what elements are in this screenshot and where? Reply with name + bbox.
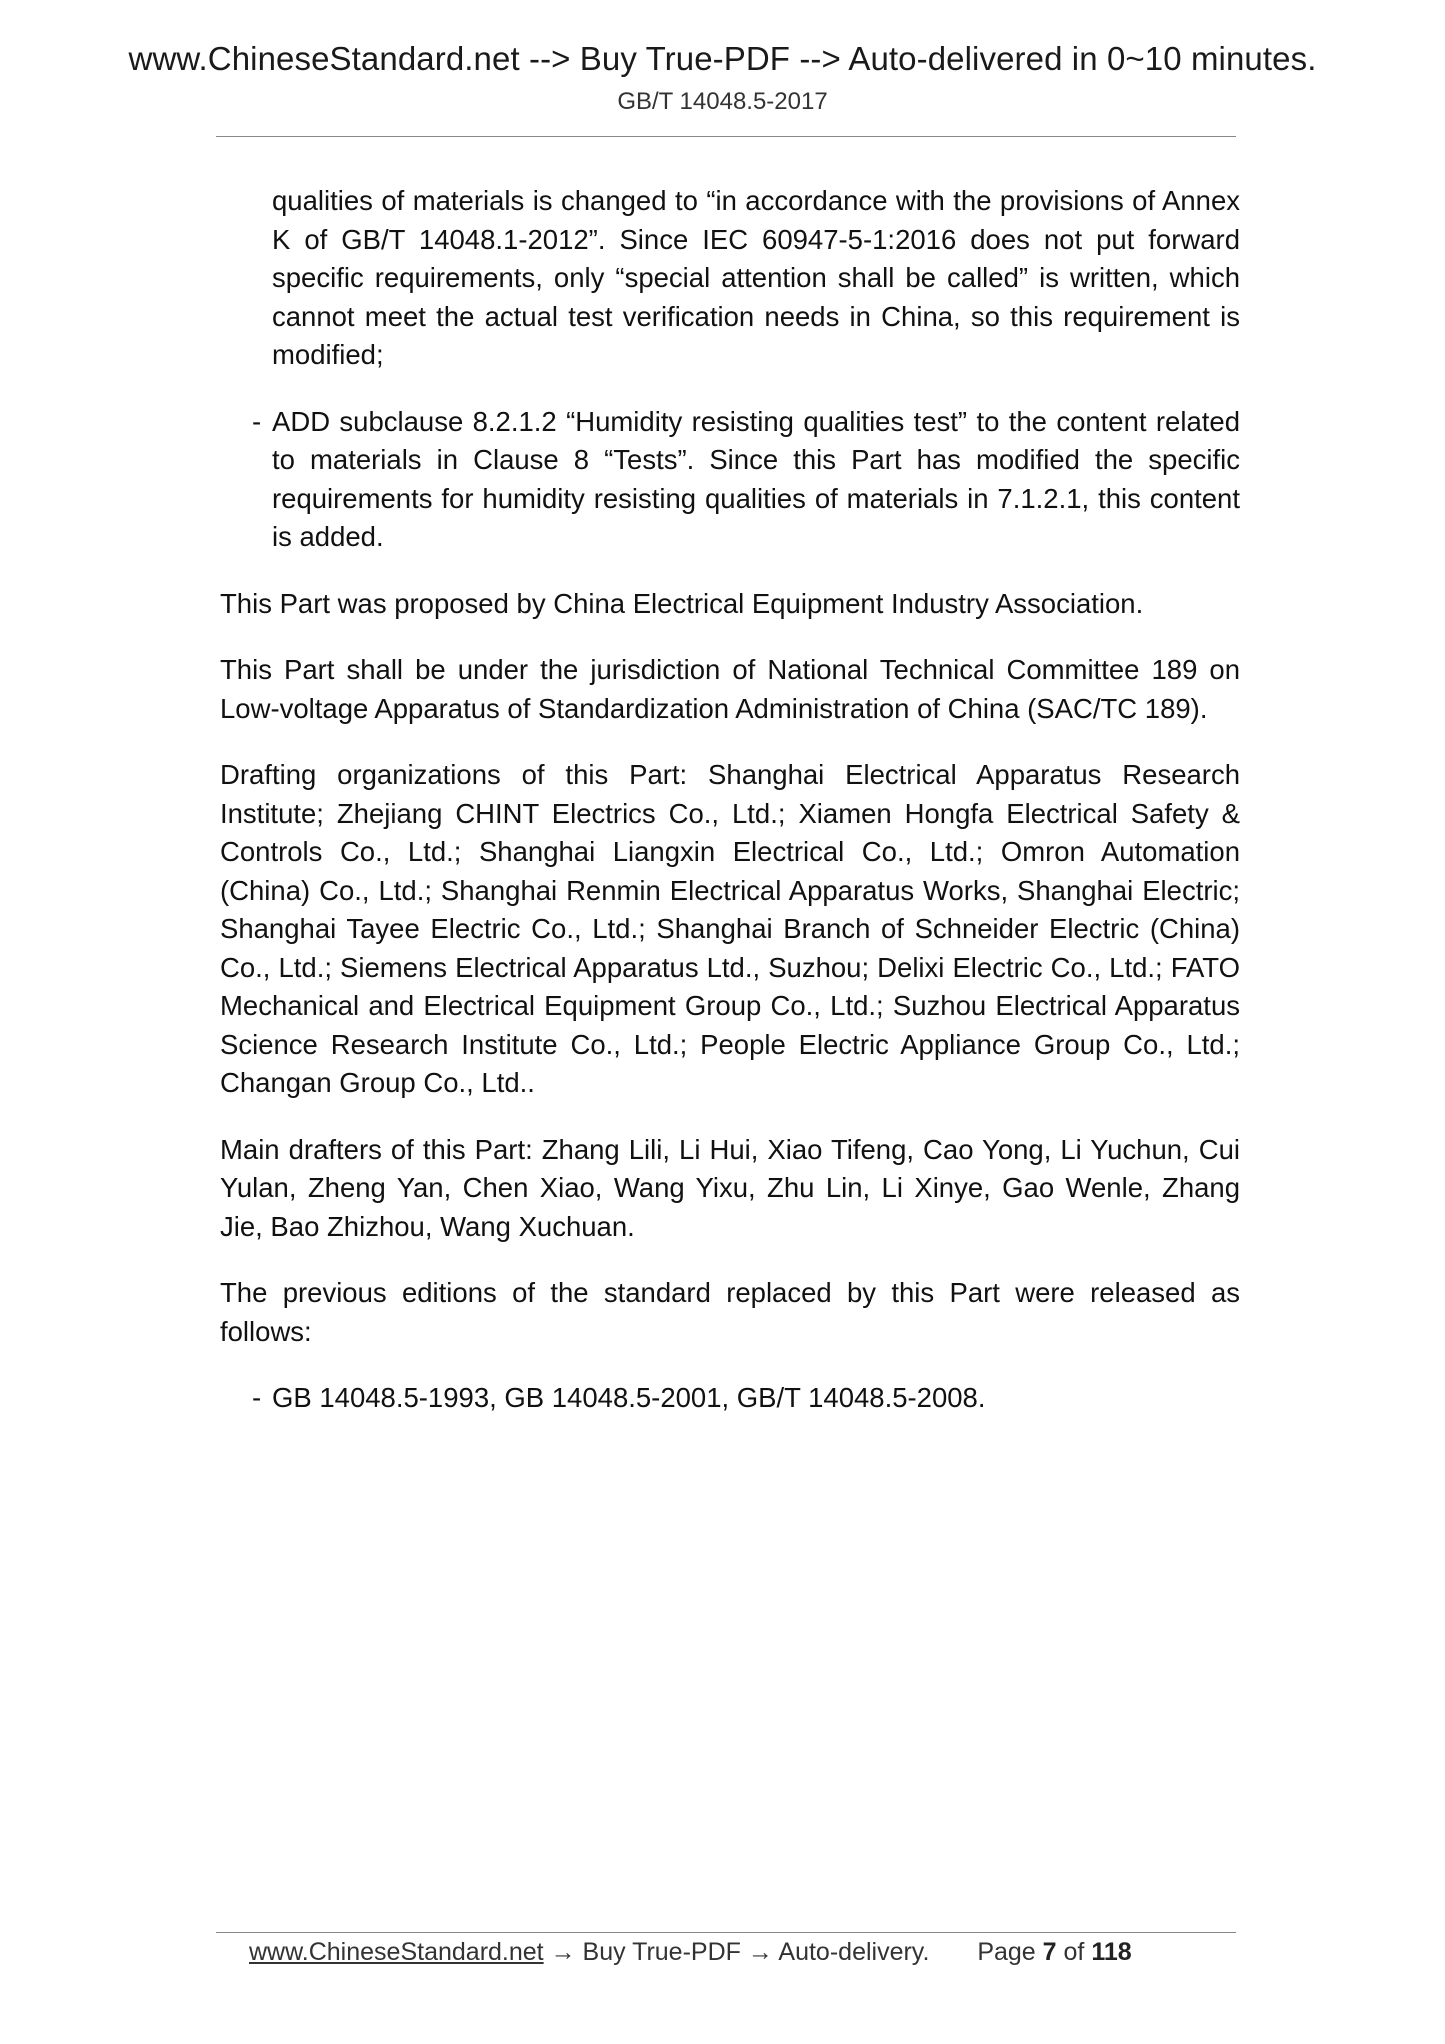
page-label: Page bbox=[977, 1938, 1036, 1966]
proposed-by-paragraph: This Part was proposed by China Electrical Equipment Industry Association. bbox=[220, 587, 1144, 619]
change-item-text: ADD subclause 8.2.1.2 “Humidity resisting qualities test” to the content related to materials in Clause 8 “Tests”. Since this Part has modified the specific requirements for humidity resisting qualities of materials in 7.1.2.1, this content is added. bbox=[272, 405, 1240, 552]
change-list-item bbox=[220, 403, 1240, 557]
page-footer bbox=[249, 1938, 1132, 1967]
main-drafters-paragraph: Main drafters of this Part: Zhang Lili, Li Hui, Xiao Tifeng, Cao Yong, Li Yuchun, Cui Yulan, Zheng Yan, Chen Xiao, Wang Yixu, Zhu Lin, Li Xinye, Gao Wenle, Zhang Jie, Bao Zhizhou, Wang Xuchuan. bbox=[220, 1133, 1240, 1242]
list-bullet: - bbox=[252, 1382, 262, 1413]
standard-code: GB/T 14048.5-2017 bbox=[617, 88, 828, 115]
previous-editions-list-item bbox=[220, 1379, 1240, 1418]
footer-site-link[interactable]: www.ChineseStandard.net bbox=[249, 1938, 544, 1966]
total-pages: 118 bbox=[1091, 1938, 1132, 1966]
footer-divider bbox=[216, 1932, 1236, 1933]
list-bullet: - bbox=[252, 405, 262, 437]
previous-editions-text: GB 14048.5-1993, GB 14048.5-2001, GB/T 14048.5-2008. bbox=[272, 1382, 986, 1413]
previous-editions-paragraph: The previous editions of the standard replaced by this Part were released as follows: bbox=[220, 1277, 1240, 1347]
continuation-paragraph: qualities of materials is changed to “in accordance with the provisions of Annex K of GB/T 14048.1-2012”. Since IEC 60947-5-1:2016 does not put forward specific requirements, only “special attention shall be called” is written, which cannot meet the actual test verification needs in China, so this requirement is modified; bbox=[272, 185, 1240, 370]
jurisdiction-paragraph: This Part shall be under the jurisdiction of National Technical Committee 189 on Low-voltage Apparatus of Standardization Administration of China (SAC/TC 189). bbox=[220, 654, 1240, 724]
footer-tagline: → Buy True-PDF → Auto-delivery. bbox=[550, 1938, 930, 1966]
document-body bbox=[220, 182, 1240, 1446]
page-number: 7 bbox=[1042, 1938, 1057, 1966]
of-label: of bbox=[1063, 1938, 1085, 1966]
drafting-organizations-paragraph: Drafting organizations of this Part: Shanghai Electrical Apparatus Research Institute; Zhejiang CHINT Electrics Co., Ltd.; Xiamen Hongfa Electrical Safety & Controls Co., Ltd.; Shanghai Liangxin Electrical Co., Ltd.; Omron Automation (China) Co., Ltd.; Shanghai Renmin Electrical Apparatus Works, Shanghai Electric; Shanghai Tayee Electric Co., Ltd.; Shanghai Branch of Schneider Electric (China) Co., Ltd.; Siemens Electrical Apparatus Ltd., Suzhou; Delixi Electric Co., Ltd.; FATO Mechanical and Electrical Equipment Group Co., Ltd.; Suzhou Electrical Apparatus Science Research Institute Co., Ltd.; People Electric Appliance Group Co., Ltd.; Changan Group Co., Ltd.. bbox=[220, 759, 1240, 1098]
header-divider bbox=[216, 136, 1236, 137]
top-banner: www.ChineseStandard.net --> Buy True-PDF --> Auto-delivered in 0~10 minutes. bbox=[128, 40, 1317, 77]
